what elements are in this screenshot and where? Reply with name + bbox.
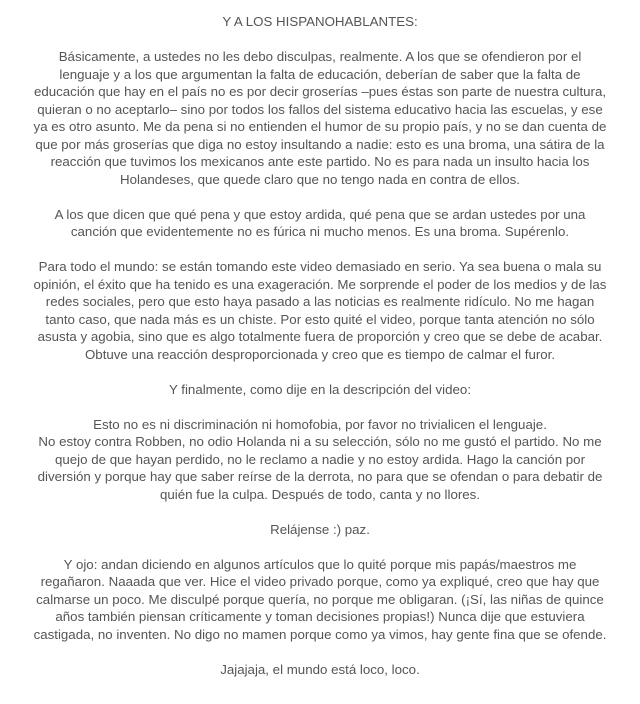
paragraph-ardida: A los que dicen que qué pena y que estoy ardida, qué pena que se ardan ustedes por una canción que evidentemente no es fúrica ni mucho menos. Es una broma. Supérenlo. [54, 206, 586, 239]
paragraph-finally: Y finalmente, como dije en la descripción del video: [168, 381, 472, 397]
paragraph-quote-body: No estoy contra Robben, no odio Holanda ni a su selección, sólo no me gustó el partido. No me quejo de que hayan perdido, no le reclamo a nadie y no estoy ardida. Hago la canción por diversión y porque hay que saber reírse de la derrota, no para que se ofendan o para debatir de quién fue la culpa. Después de todo, canta y no llores. [37, 434, 603, 502]
paragraph-relax: Relájense :) paz. [270, 521, 370, 537]
paragraph-everyone: Para todo el mundo: se están tomando este video demasiado en serio. Ya sea buena o mala su opinión, el éxito que ha tenido es una exageración. Me sorprende el poder de los medios y de las redes sociales, pero que esto haya pasado a las noticias es realmente ridículo. No me hagan tanto caso, que nada más es un chiste. Por esto quité el video, porque tanta atención no sólo asusta y agobia, sino que es algo totalmente fuera de proporción y creo que se debe de acabar. Obtuve una reacción desproporcionada y creo que es tiempo de calmar el furor. [33, 259, 607, 362]
paragraph-closing: Jajajaja, el mundo está loco, loco. [220, 661, 420, 677]
paragraph-quote-line: Esto no es ni discriminación ni homofobia, por favor no trivialicen el lenguaje. [93, 416, 547, 432]
document-title: Y A LOS HISPANOHABLANTES: [222, 14, 418, 29]
paragraph-apology: Básicamente, a ustedes no les debo disculpas, realmente. A los que se ofendieron por el lenguaje y a los que argumentan la falta de educación, deberían de saber que la falta de educación que hay en el país no es por decir groserías –pues éstas son parte de nuestra cultura, quieran o no aceptarlo– sino por todos los fallos del sistema educativo hacia las escuelas, y ese ya es otro asunto. Me da pena si no entienden el humor de su propio país, y no se dan cuenta de que por más groserías que diga no estoy insultando a nadie: esto es una broma, una sátira de la reacción que tuvimos los mexicanos ante este partido. No es para nada un insulto hacia los Holandeses, que quede claro que no tengo nada en contra de ellos. [33, 49, 607, 187]
paragraph-ojo: Y ojo: andan diciendo en algunos artículos que lo quité porque mis papás/maestros me regañaron. Naaada que ver. Hice el video privado porque, como ya expliqué, creo que hay que calmarse un poco. Me disculpé porque quería, no porque me obligaran. (¡Sí, las niñas de quince años también piensan críticamente y toman decisiones propias!) Nunca dije que estuviera castigada, no inventen. No digo no mamen porque como ya vimos, hay gente fina que se ofende. [33, 556, 607, 642]
